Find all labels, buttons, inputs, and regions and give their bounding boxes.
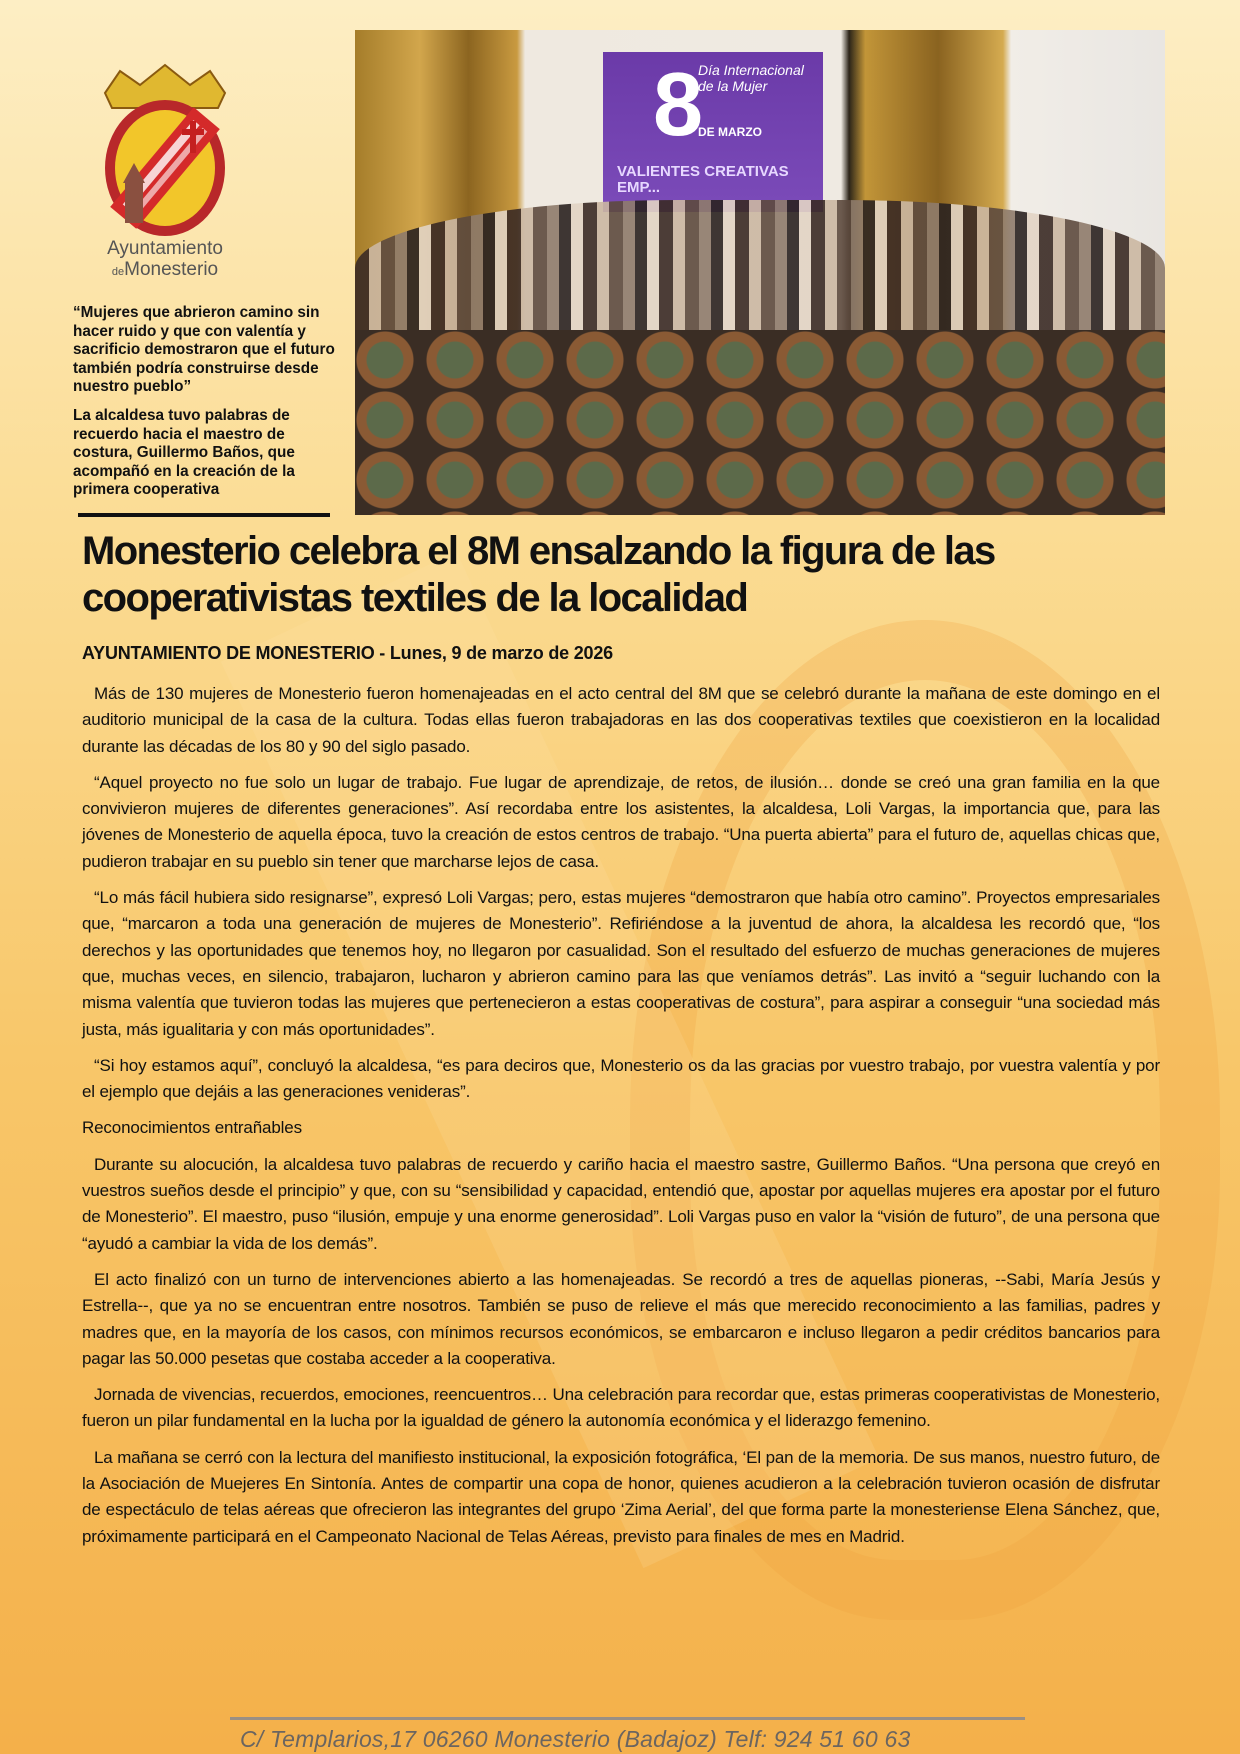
paragraph: “Si hoy estamos aquí”, concluyó la alcaldesa, “es para deciros que, Monesterio os da las gracias por vuestro trabajo, por vuestra valentía y por el ejemplo que dejáis a las generaciones venideras”.	[82, 1055, 1160, 1102]
paragraph: La mañana se cerró con la lectura del manifiesto institucional, la exposición fotográfica, ‘El pan de la memoria. De sus manos, nuestro futuro, de la Asociación de Muejeres En Sintonía. Antes de compartir una copa de honor, quienes acudieron a la celebración tuvieron ocasión de disfrutar de espectáculo de telas aéreas que ofrecieron las integrantes del grupo ‘Zima Aerial’, del que forma parte la monesteriense Elena Sánchez, que, próximamente participará en el Campeonato Nacional de Telas Aéreas, previsto para finales de mes en Madrid.	[82, 1447, 1160, 1546]
auditorium-seats	[355, 330, 1165, 515]
logo-line1: Ayuntamiento	[107, 238, 223, 259]
banner-title: Día Internacional de la Mujer	[698, 62, 804, 94]
sidebar-note: La alcaldesa tuvo palabras de recuerdo hacia el maestro de costura, Guillermo Baños, que acompañó en la creación de la primera cooperativa	[73, 406, 295, 499]
paragraph: El acto finalizó con un turno de intervenciones abierto a las homenajeadas. Se recordó a tres de aquellas pioneras, --Sabi, María Jesús y Estrella--, que ya no se encuentran entre nosotros. También se puso de relieve el más que merecido reconocimiento a las familias, padres y madres que, en la mayoría de los casos, con mínimos recursos económicos, se embarcaron e incluso llegaron a pedir créditos bancarios para pagar las 50.000 pesetas que costaba acceder a la cooperativa.	[82, 1269, 1160, 1368]
sidebar	[73, 304, 335, 510]
pull-quote: “Mujeres que abrieron camino sin hacer ruido y que con valentía y sacrificio demostraron que el futuro también podría construirse desde nuestro pueblo”	[73, 304, 335, 396]
footer-address: C/ Templarios,17 06260 Monesterio (Badajoz) Telf: 924 51 60 63	[240, 1726, 911, 1752]
banner-date: DE MARZO	[698, 125, 762, 139]
article-body	[82, 681, 1160, 1560]
banner-number: 8	[653, 55, 704, 155]
paragraph: “Aquel proyecto no fue solo un lugar de trabajo. Fue lugar de aprendizaje, de retos, de ilusión… donde se creó una gran familia en la que convivieron mujeres de diferentes generaciones”. Así recordaba entre los asistentes, la alcaldesa, Loli Vargas, la importancia que, para las jóvenes de Monesterio de aquella época, tuvo la creación de estos centros de trabajo. “Una puerta abierta” para el futuro de, aquellas chicas que, pudieron trabajar en su pueblo sin tener que marcharse lejos de casa.	[82, 772, 1160, 871]
event-banner	[603, 52, 823, 212]
paragraph: Durante su alocución, la alcaldesa tuvo palabras de recuerdo y cariño hacia el maestro sastre, Guillermo Baños. “Una persona que creyó en vuestros sueños desde el principio” y que, con su “sensibilidad y capacidad, entendió que, apostar por aquellas mujeres era apostar por el futuro de Monesterio”. El maestro, puso “ilusión, empuje y una enorme generosidad”. Loli Vargas puso en valor la “visión de futuro”, de una persona que “ayudó a cambiar la vida de los demás”.	[82, 1154, 1160, 1253]
headline: Monesterio celebra el 8M ensalzando la figura de las cooperativistas textiles de la localidad	[82, 529, 995, 620]
event-photo	[355, 30, 1165, 515]
logo-prefix: de	[111, 266, 125, 278]
paragraph: Jornada de vivencias, recuerdos, emociones, reencuentros… Una celebración para recordar que, estas primeras cooperativistas de Monesterio, fueron un pilar fundamental en la lucha por la igualdad de género la autonomía económica y el liderazgo femenino.	[82, 1385, 1160, 1431]
subheading: Reconocimientos entrañables	[82, 1118, 302, 1138]
logo-line2: Monesterio	[124, 259, 219, 280]
banner-slogan: VALIENTES CREATIVAS EMP...	[617, 163, 789, 196]
byline: AYUNTAMIENTO DE MONESTERIO - Lunes, 9 de marzo de 2026	[82, 643, 613, 663]
logo-text	[90, 238, 240, 283]
paragraph: “Lo más fácil hubiera sido resignarse”, expresó Loli Vargas; pero, estas mujeres “demostraron que había otro camino”. Proyectos empresariales que, “marcaron a toda una generación de mujeres de Monesterio”. Refiriéndose a la juventud de ahora, la alcaldesa les recordó que, “los derechos y las oportunidades que tenemos hoy, no llegaron por casualidad. Son el resultado del esfuerzo de muchas generaciones de mujeres que, muchas veces, en silencio, trabajaron, lucharon y abrieron camino para las que veníamos detrás”. Las invitó a “seguir luchando con la misma valentía que tuvieron todas las mujeres que pertenecieron a estas cooperativas de costura”, para aspirar a conseguir “una sociedad más justa, más igualitaria y con más oportunidades”.	[82, 888, 1160, 1039]
footer-divider	[230, 1717, 1025, 1720]
divider	[78, 513, 330, 517]
paragraph: Más de 130 mujeres de Monesterio fueron homenajeadas en el acto central del 8M que se celebró durante la mañana de este domingo en el auditorio municipal de la casa de la cultura. Todas ellas fueron trabajadoras en las dos cooperativas textiles que coexistieron en la localidad durante las décadas de los 80 y 90 del siglo pasado.	[82, 684, 1160, 756]
